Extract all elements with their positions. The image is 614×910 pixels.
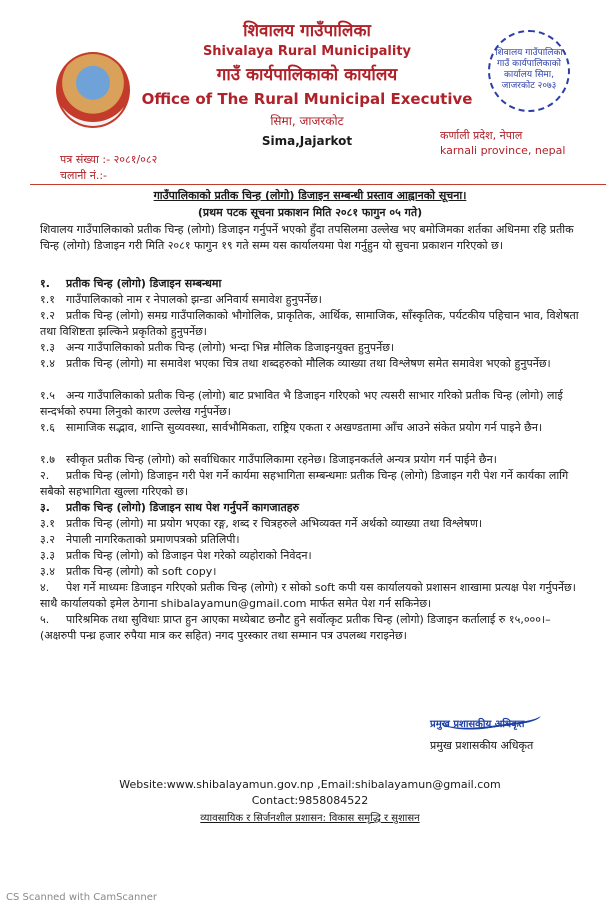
item-text: प्रतीक चिन्ह (लोगो) डिजाइन साथ पेश गर्नुपर्ने कागजातहरु bbox=[66, 501, 300, 514]
notice-item bbox=[40, 356, 580, 372]
item-text: गाउँपालिकाको नाम र नेपालको झन्डा अनिवार्य समावेश हुनुपर्नेछ। bbox=[66, 293, 322, 306]
item-number: ३. bbox=[40, 501, 50, 514]
footer-slogan: व्यावसायिक र सिर्जनशील प्रशासन: विकास समृद्धि र सुशासन bbox=[200, 813, 420, 824]
municipality-emblem bbox=[56, 52, 130, 128]
letter-number: पत्र संख्या :- २०८१/०८२ bbox=[60, 153, 158, 166]
scanner-watermark: CS Scanned with CamScanner bbox=[6, 892, 157, 903]
item-number: १.६ bbox=[40, 421, 55, 434]
item-text: अन्य गाउँपालिकाको प्रतीक चिन्ह (लोगो) भन्दा भिन्न मौलिक डिजाइनयुक्त हुनुपर्नेछ। bbox=[66, 341, 395, 354]
item-text: प्रतीक चिन्ह (लोगो) मा समावेश भएका चित्र तथा शब्दहरुको मौलिक व्याख्या तथा विश्लेषण समेत समावेश भएको हुनुपर्नेछ। bbox=[66, 357, 551, 370]
notice-item bbox=[40, 500, 580, 516]
footer-website: Website:www.shibalayamun.gov.np ,Email:shibalayamun@gmail.com bbox=[119, 778, 501, 791]
item-number: ४. bbox=[40, 581, 50, 594]
item-text: प्रतीक चिन्ह (लोगो) डिजाइन सम्बन्धमा bbox=[66, 277, 222, 290]
item-text: पारिश्रमिक तथा सुविधाः प्राप्त हुन आएका मध्येबाट छनौट हुने सर्वोत्कृट प्रतीक चिन्ह (लोगो) डिजाइन कर्तालाई रु १५,०००।– (अक्षरुपी पन्ध्र हजार रुपैया मात्र कर सहित) नगद पुरस्कार तथा सम्मान पत्र उपलब्ध गराइनेछ। bbox=[40, 613, 551, 642]
item-number: १.१ bbox=[40, 293, 55, 306]
notice-item bbox=[40, 292, 580, 308]
notice-item bbox=[40, 308, 580, 340]
item-number: १.२ bbox=[40, 309, 55, 322]
item-number: १. bbox=[40, 277, 50, 290]
office-name-np: गाउँ कार्यपालिकाको कार्यालय bbox=[216, 65, 398, 85]
item-text: नेपाली नागरिकताको प्रमाणपत्रको प्रतिलिपी। bbox=[66, 533, 240, 546]
seal-text: शिवालय गाउँपालिका गाउँ कार्यपालिकाको कार्यालय सिमा, जाजरकोट २०७३ bbox=[495, 48, 563, 91]
item-number: ३.२ bbox=[40, 533, 55, 546]
item-number: २. bbox=[40, 469, 50, 482]
item-number: १.३ bbox=[40, 341, 55, 354]
notice-item bbox=[40, 516, 580, 532]
item-text: अन्य गाउँपालिकाको प्रतीक चिन्ह (लोगो) बाट प्रभावित भै डिजाइन गरिएको भए त्यसरी साभार गरिको प्रतीक चिन्ह (लोगो) लाई सन्दर्भको रुपमा लिनुको कारण उल्लेख गर्नुपर्नेछ। bbox=[40, 389, 563, 418]
item-number: ३.१ bbox=[40, 517, 55, 530]
signature-stamp: प्रमुख प्रशासकीय अधिकृत bbox=[430, 719, 525, 730]
notice-item bbox=[40, 580, 580, 612]
item-text: स्वीकृत प्रतीक चिन्ह (लोगो) को सर्वाधिकार गाउँपालिकामा रहनेछ। डिजाइनकर्तले अन्यत्र प्रयोग गर्न पाईने छैन। bbox=[66, 453, 497, 466]
office-name-en: Office of The Rural Municipal Executive bbox=[141, 90, 473, 108]
signatory-title: प्रमुख प्रशासकीय अधिकृत bbox=[430, 739, 534, 752]
place-np: सिमा, जाजरकोट bbox=[270, 114, 344, 128]
place-en: Sima,Jajarkot bbox=[261, 134, 353, 148]
notice-subtitle: (प्रथम पटक सूचना प्रकाशन मिति २०८१ फागुन ०५ गते) bbox=[197, 206, 423, 219]
item-text: प्रतीक चिन्ह (लोगो) मा प्रयोग भएका रङ्ग, शब्द र चित्रहरुले अभिव्यक्त गर्ने अर्थको व्याख्या तथा विश्लेषण। bbox=[66, 517, 483, 530]
item-text: प्रतीक चिन्ह (लोगो) को डिजाइन पेश गरेको व्यहोराको निवेदन। bbox=[66, 549, 312, 562]
province-en: karnali province, nepal bbox=[440, 144, 566, 157]
municipality-name-np: शिवालय गाउँपालिका bbox=[243, 21, 371, 41]
notice-item bbox=[40, 452, 580, 468]
notice-item bbox=[40, 340, 580, 356]
footer-contact: Contact:9858084522 bbox=[251, 794, 369, 807]
notice-item bbox=[40, 276, 580, 292]
item-number: ३.४ bbox=[40, 565, 55, 578]
notice-item bbox=[40, 564, 580, 580]
notice-item bbox=[40, 420, 580, 436]
dispatch-number: चलानी नं.:- bbox=[60, 169, 108, 182]
item-number: १.५ bbox=[40, 389, 55, 402]
header-divider bbox=[30, 184, 606, 185]
notice-item bbox=[40, 548, 580, 564]
item-number: १.४ bbox=[40, 357, 55, 370]
notice-item bbox=[40, 468, 580, 500]
notice-item bbox=[40, 388, 580, 420]
notice-item bbox=[40, 612, 580, 644]
item-text: पेश गर्ने माध्यमः डिजाइन गरिएको प्रतीक चिन्ह (लोगो) र सोको soft कपी यस कार्यालयको प्रशासन शाखामा प्रत्यक्ष पेश गर्नुपर्नेछ। साथै कार्यालयको इमेल ठेगाना shibalayamun@gmail.com मार्फत समेत पेश गर्न सकिनेछ। bbox=[40, 581, 576, 610]
notice-title: गाउँपालिकाको प्रतीक चिन्ह (लोगो) डिजाइन सम्बन्धी प्रस्ताव आह्वानको सूचना। bbox=[153, 189, 467, 202]
province-np: कर्णाली प्रदेश, नेपाल bbox=[440, 129, 523, 142]
item-text: प्रतीक चिन्ह (लोगो) डिजाइन गरी पेश गर्ने कार्यमा सहभागिता सम्बन्धमाः प्रतीक चिन्ह (लोगो) डिजाइन गरी पेश गर्ने कार्यका लागि सबैको सहभागिता खुल्ला गरिएको छ। bbox=[40, 469, 569, 498]
item-text: सामाजिक सद्भाव, शान्ति सुव्यवस्था, सार्वभौमिकता, राष्ट्रिय एकता र अखण्डतामा आँच आउने संकेत प्रयोग गर्न पाइने छैन। bbox=[66, 421, 543, 434]
official-seal bbox=[488, 30, 570, 112]
municipality-name-en: Shivalaya Rural Municipality bbox=[202, 44, 412, 59]
notice-intro: शिवालय गाउँपालिकाको प्रतीक चिन्ह (लोगो) डिजाइन गर्नुपर्ने भएको हुँदा तपसिलमा उल्लेख भए बमोजिमका शर्तका अधिनमा रहि प्रतीक चिन्ह (लोगो) डिजाइन गरी मिति २०८१ फागुन १९ गते सम्म यस कार्यालयमा पेश गर्नुहुन यो सुचना प्रकाशन गरिएको छ। bbox=[40, 223, 574, 252]
item-text: प्रतीक चिन्ह (लोगो) समग्र गाउँपालिकाको भौगोलिक, प्राकृतिक, आर्थिक, सामाजिक, साँस्कृतिक, पर्यटकीय पहिचान भाव, विशेषता तथा विशिष्टता झल्किने प्रकृतिको हुनुपर्नेछ। bbox=[40, 309, 579, 338]
notice-item bbox=[40, 532, 580, 548]
item-number: ५. bbox=[40, 613, 50, 626]
item-number: १.७ bbox=[40, 453, 55, 466]
item-text: प्रतीक चिन्ह (लोगो) को soft copy। bbox=[66, 565, 217, 578]
item-number: ३.३ bbox=[40, 549, 55, 562]
